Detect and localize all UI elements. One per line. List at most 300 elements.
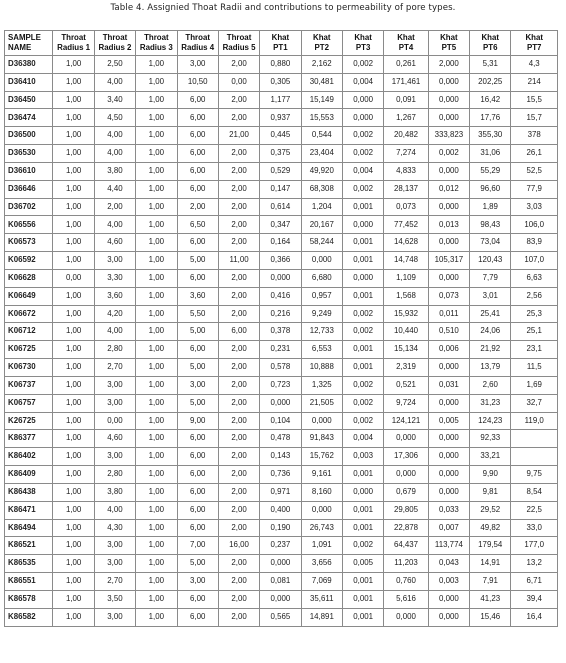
value-cell: 1,00 (136, 287, 177, 305)
value-cell: 15,149 (301, 91, 342, 109)
value-cell: 2,00 (218, 466, 259, 484)
value-cell: 2,319 (384, 359, 428, 377)
value-cell: 0,971 (260, 483, 301, 501)
value-cell: 0,478 (260, 430, 301, 448)
table-row (5, 234, 558, 252)
value-cell: 1,00 (53, 448, 94, 466)
value-cell: 2,00 (218, 483, 259, 501)
value-cell: 9,161 (301, 466, 342, 484)
value-cell: 0,011 (428, 305, 469, 323)
value-cell: 0,031 (428, 376, 469, 394)
value-cell: 11,203 (384, 555, 428, 573)
value-cell: 2,00 (94, 198, 135, 216)
value-cell: 16,42 (470, 91, 511, 109)
value-cell: 0,091 (384, 91, 428, 109)
value-cell: 0,081 (260, 573, 301, 591)
value-cell: 0,002 (428, 145, 469, 163)
value-cell: 29,805 (384, 501, 428, 519)
value-cell: 1,00 (136, 590, 177, 608)
value-cell: 0,000 (384, 430, 428, 448)
value-cell: 6,00 (177, 430, 218, 448)
value-cell: 1,00 (53, 198, 94, 216)
table-row (5, 180, 558, 198)
value-cell: 0,000 (428, 109, 469, 127)
value-cell: 29,52 (470, 501, 511, 519)
value-cell: 3,60 (177, 287, 218, 305)
value-cell: 15,553 (301, 109, 342, 127)
value-cell: 1,267 (384, 109, 428, 127)
value-cell: 124,121 (384, 412, 428, 430)
header-line: Throat (102, 33, 128, 42)
value-cell: 0,723 (260, 376, 301, 394)
value-cell: 0,000 (428, 448, 469, 466)
header-line: Throat (185, 33, 210, 42)
value-cell: 9,90 (470, 466, 511, 484)
value-cell (511, 430, 558, 448)
value-cell: 2,00 (218, 198, 259, 216)
table-row (5, 145, 558, 163)
sample-name-cell: K86535 (5, 555, 53, 573)
value-cell: 0,002 (342, 412, 383, 430)
value-cell: 11,00 (218, 252, 259, 270)
value-cell: 0,005 (342, 555, 383, 573)
value-cell: 1,00 (136, 269, 177, 287)
value-cell: 0,237 (260, 537, 301, 555)
value-cell: 0,679 (384, 483, 428, 501)
value-cell: 5,00 (177, 252, 218, 270)
value-cell: 1,00 (136, 305, 177, 323)
header-cell (428, 31, 469, 56)
value-cell: 0,000 (428, 162, 469, 180)
value-cell: 1,325 (301, 376, 342, 394)
value-cell: 77,9 (511, 180, 558, 198)
value-cell: 91,843 (301, 430, 342, 448)
value-cell: 41,23 (470, 590, 511, 608)
value-cell: 11,5 (511, 359, 558, 377)
value-cell: 23,1 (511, 341, 558, 359)
table-row (5, 216, 558, 234)
header-line: Throat (226, 33, 252, 42)
value-cell: 17,306 (384, 448, 428, 466)
value-cell: 0,00 (53, 269, 94, 287)
value-cell: 16,4 (511, 608, 558, 626)
value-cell: 20,167 (301, 216, 342, 234)
value-cell: 1,00 (53, 483, 94, 501)
value-cell: 2,00 (177, 198, 218, 216)
value-cell: 0,001 (342, 234, 383, 252)
table-row (5, 394, 558, 412)
value-cell: 1,00 (136, 252, 177, 270)
value-cell: 3,00 (94, 394, 135, 412)
value-cell: 0,000 (428, 483, 469, 501)
value-cell: 0,002 (342, 376, 383, 394)
value-cell: 0,000 (428, 73, 469, 91)
value-cell: 25,1 (511, 323, 558, 341)
sample-name-cell: K06573 (5, 234, 53, 252)
value-cell: 2,70 (94, 359, 135, 377)
value-cell: 0,043 (428, 555, 469, 573)
value-cell: 177,0 (511, 537, 558, 555)
value-cell: 2,00 (218, 234, 259, 252)
value-cell: 1,00 (136, 323, 177, 341)
sample-name-cell: K86377 (5, 430, 53, 448)
value-cell: 0,003 (342, 448, 383, 466)
value-cell: 3,80 (94, 162, 135, 180)
value-cell: 1,177 (260, 91, 301, 109)
value-cell: 10,50 (177, 73, 218, 91)
value-cell: 378 (511, 127, 558, 145)
value-cell: 14,91 (470, 555, 511, 573)
value-cell: 0,000 (260, 269, 301, 287)
sample-name-cell: K86409 (5, 466, 53, 484)
value-cell: 0,305 (260, 73, 301, 91)
table-row (5, 287, 558, 305)
value-cell: 3,03 (511, 198, 558, 216)
value-cell: 1,109 (384, 269, 428, 287)
value-cell: 58,244 (301, 234, 342, 252)
value-cell: 6,00 (177, 234, 218, 252)
value-cell: 3,00 (177, 56, 218, 74)
table-row (5, 91, 558, 109)
header-cell (511, 31, 558, 56)
table-row (5, 555, 558, 573)
value-cell: 0,073 (384, 198, 428, 216)
value-cell: 4,00 (94, 127, 135, 145)
value-cell: 39,4 (511, 590, 558, 608)
value-cell: 9,75 (511, 466, 558, 484)
sample-name-cell: K86521 (5, 537, 53, 555)
value-cell: 0,002 (342, 323, 383, 341)
value-cell: 2,00 (218, 145, 259, 163)
value-cell: 1,00 (136, 109, 177, 127)
sample-name-cell: K06672 (5, 305, 53, 323)
header-line: Khat (313, 33, 331, 42)
value-cell: 6,00 (177, 162, 218, 180)
value-cell: 1,00 (53, 145, 94, 163)
value-cell: 1,00 (136, 359, 177, 377)
table-row (5, 573, 558, 591)
value-cell: 1,00 (136, 483, 177, 501)
value-cell: 1,00 (53, 287, 94, 305)
value-cell: 23,404 (301, 145, 342, 163)
value-cell: 1,00 (136, 519, 177, 537)
value-cell: 9,81 (470, 483, 511, 501)
value-cell: 1,00 (53, 412, 94, 430)
header-cell (342, 31, 383, 56)
table-body (5, 56, 558, 627)
value-cell: 0,001 (342, 252, 383, 270)
value-cell: 4,00 (94, 145, 135, 163)
header-cell (218, 31, 259, 56)
value-cell: 1,00 (53, 537, 94, 555)
value-cell: 73,04 (470, 234, 511, 252)
value-cell: 2,00 (218, 287, 259, 305)
value-cell: 0,000 (342, 483, 383, 501)
value-cell: 4,3 (511, 56, 558, 74)
value-cell: 1,00 (53, 359, 94, 377)
value-cell: 0,002 (342, 180, 383, 198)
header-line: PT7 (526, 43, 542, 52)
value-cell: 2,56 (511, 287, 558, 305)
header-cell (384, 31, 428, 56)
value-cell: 1,204 (301, 198, 342, 216)
table-caption: Table 4. Assignied Thoat Radii and contributions to permeability of pore types. (110, 3, 456, 13)
value-cell: 30,481 (301, 73, 342, 91)
value-cell: 0,00 (218, 73, 259, 91)
value-cell: 1,568 (384, 287, 428, 305)
sample-name-cell: D36646 (5, 180, 53, 198)
value-cell: 2,00 (218, 608, 259, 626)
header-cell (136, 31, 177, 56)
table-row (5, 252, 558, 270)
value-cell: 31,23 (470, 394, 511, 412)
header-line: Radius 2 (98, 43, 132, 52)
table-row (5, 198, 558, 216)
value-cell: 5,616 (384, 590, 428, 608)
value-cell: 17,76 (470, 109, 511, 127)
header-cell (470, 31, 511, 56)
value-cell: 0,190 (260, 519, 301, 537)
value-cell: 1,00 (136, 376, 177, 394)
value-cell: 1,00 (53, 430, 94, 448)
value-cell: 0,001 (342, 501, 383, 519)
table-row (5, 519, 558, 537)
value-cell: 49,920 (301, 162, 342, 180)
value-cell: 0,529 (260, 162, 301, 180)
value-cell: 3,01 (470, 287, 511, 305)
value-cell: 15,134 (384, 341, 428, 359)
value-cell: 0,004 (342, 162, 383, 180)
sample-name-cell: K26725 (5, 412, 53, 430)
value-cell: 0,002 (342, 394, 383, 412)
value-cell: 3,00 (94, 448, 135, 466)
table-row (5, 162, 558, 180)
value-cell: 355,30 (470, 127, 511, 145)
value-cell: 0,378 (260, 323, 301, 341)
value-cell: 25,41 (470, 305, 511, 323)
table-row (5, 359, 558, 377)
value-cell: 1,00 (136, 430, 177, 448)
value-cell: 4,833 (384, 162, 428, 180)
value-cell: 2,70 (94, 573, 135, 591)
table-row (5, 412, 558, 430)
value-cell: 7,069 (301, 573, 342, 591)
value-cell: 0,004 (342, 430, 383, 448)
value-cell: 9,724 (384, 394, 428, 412)
value-cell: 6,00 (177, 483, 218, 501)
value-cell: 0,000 (384, 608, 428, 626)
sample-name-cell: K06556 (5, 216, 53, 234)
value-cell: 12,733 (301, 323, 342, 341)
value-cell: 14,748 (384, 252, 428, 270)
value-cell: 3,656 (301, 555, 342, 573)
value-cell: 0,000 (342, 216, 383, 234)
value-cell: 1,00 (136, 501, 177, 519)
value-cell: 5,00 (177, 394, 218, 412)
value-cell: 2,162 (301, 56, 342, 74)
value-cell: 2,00 (218, 555, 259, 573)
value-cell: 0,104 (260, 412, 301, 430)
value-cell: 1,00 (53, 305, 94, 323)
value-cell: 9,00 (177, 412, 218, 430)
value-cell: 0,366 (260, 252, 301, 270)
value-cell: 0,000 (428, 466, 469, 484)
value-cell: 3,00 (94, 376, 135, 394)
table-row (5, 73, 558, 91)
value-cell: 106,0 (511, 216, 558, 234)
sample-name-cell: K86494 (5, 519, 53, 537)
value-cell: 6,553 (301, 341, 342, 359)
value-cell: 31,06 (470, 145, 511, 163)
value-cell: 0,001 (342, 590, 383, 608)
value-cell: 2,00 (218, 573, 259, 591)
value-cell: 8,54 (511, 483, 558, 501)
value-cell: 4,50 (94, 109, 135, 127)
value-cell: 3,00 (177, 376, 218, 394)
value-cell: 9,249 (301, 305, 342, 323)
value-cell: 107,0 (511, 252, 558, 270)
value-cell: 6,00 (177, 145, 218, 163)
value-cell: 6,00 (177, 519, 218, 537)
value-cell: 2,00 (218, 109, 259, 127)
value-cell: 6,00 (177, 109, 218, 127)
value-cell: 4,60 (94, 234, 135, 252)
value-cell: 124,23 (470, 412, 511, 430)
value-cell: 21,92 (470, 341, 511, 359)
table-row (5, 109, 558, 127)
value-cell: 2,00 (218, 56, 259, 74)
value-cell: 7,274 (384, 145, 428, 163)
header-line: Throat (61, 33, 86, 42)
table-row (5, 483, 558, 501)
sample-name-cell: D36380 (5, 56, 53, 74)
value-cell: 68,308 (301, 180, 342, 198)
value-cell: 1,00 (53, 376, 94, 394)
table-row (5, 127, 558, 145)
table-row (5, 501, 558, 519)
sample-name-cell: K06725 (5, 341, 53, 359)
sample-name-cell: K86402 (5, 448, 53, 466)
value-cell: 13,79 (470, 359, 511, 377)
value-cell: 28,137 (384, 180, 428, 198)
value-cell: 2,60 (470, 376, 511, 394)
value-cell: 0,000 (428, 590, 469, 608)
value-cell: 1,00 (136, 448, 177, 466)
header-line: PT3 (355, 43, 371, 52)
value-cell: 1,00 (136, 537, 177, 555)
value-cell: 4,60 (94, 430, 135, 448)
value-cell: 6,00 (177, 501, 218, 519)
value-cell: 7,91 (470, 573, 511, 591)
sample-name-cell: K86582 (5, 608, 53, 626)
value-cell: 6,00 (177, 466, 218, 484)
value-cell: 7,79 (470, 269, 511, 287)
value-cell: 26,743 (301, 519, 342, 537)
value-cell: 1,00 (136, 56, 177, 74)
value-cell: 1,00 (53, 162, 94, 180)
table-row (5, 269, 558, 287)
header-line: Radius 4 (181, 43, 215, 52)
table-row (5, 537, 558, 555)
sample-name-cell: K06592 (5, 252, 53, 270)
header-line: Khat (525, 33, 543, 42)
value-cell: 1,00 (53, 341, 94, 359)
value-cell: 16,00 (218, 537, 259, 555)
value-cell: 6,00 (177, 91, 218, 109)
table-row (5, 341, 558, 359)
value-cell: 0,001 (342, 287, 383, 305)
sample-name-cell: K06730 (5, 359, 53, 377)
sample-name-cell: K06628 (5, 269, 53, 287)
value-cell: 0,216 (260, 305, 301, 323)
value-cell: 1,00 (53, 501, 94, 519)
value-cell: 0,002 (342, 56, 383, 74)
value-cell: 6,00 (177, 180, 218, 198)
value-cell: 1,00 (136, 198, 177, 216)
value-cell: 6,63 (511, 269, 558, 287)
value-cell: 0,565 (260, 608, 301, 626)
value-cell: 333,823 (428, 127, 469, 145)
value-cell: 0,510 (428, 323, 469, 341)
value-cell: 15,932 (384, 305, 428, 323)
value-cell: 1,00 (53, 608, 94, 626)
value-cell: 1,00 (136, 555, 177, 573)
value-cell: 3,00 (177, 573, 218, 591)
value-cell: 1,00 (53, 127, 94, 145)
value-cell: 0,937 (260, 109, 301, 127)
value-cell: 15,46 (470, 608, 511, 626)
value-cell: 1,00 (53, 91, 94, 109)
value-cell: 120,43 (470, 252, 511, 270)
sample-name-cell: D36610 (5, 162, 53, 180)
value-cell: 0,880 (260, 56, 301, 74)
value-cell: 0,000 (428, 359, 469, 377)
value-cell: 1,00 (136, 234, 177, 252)
value-cell: 2,00 (218, 91, 259, 109)
value-cell: 1,00 (53, 555, 94, 573)
header-cell (301, 31, 342, 56)
value-cell: 5,50 (177, 305, 218, 323)
sample-name-cell: K06737 (5, 376, 53, 394)
value-cell: 0,231 (260, 341, 301, 359)
value-cell: 0,614 (260, 198, 301, 216)
value-cell: 2,00 (218, 162, 259, 180)
sample-name-cell: D36450 (5, 91, 53, 109)
value-cell: 0,164 (260, 234, 301, 252)
table-row (5, 608, 558, 626)
value-cell: 0,001 (342, 359, 383, 377)
value-cell: 0,001 (342, 608, 383, 626)
value-cell: 1,00 (53, 466, 94, 484)
value-cell: 10,888 (301, 359, 342, 377)
value-cell: 0,000 (428, 198, 469, 216)
value-cell: 33,0 (511, 519, 558, 537)
value-cell: 1,00 (53, 519, 94, 537)
value-cell: 0,012 (428, 180, 469, 198)
value-cell: 6,00 (177, 590, 218, 608)
value-cell: 0,400 (260, 501, 301, 519)
value-cell: 2,00 (218, 269, 259, 287)
value-cell: 0,521 (384, 376, 428, 394)
value-cell: 2,00 (218, 501, 259, 519)
sample-name-cell: D36702 (5, 198, 53, 216)
value-cell: 52,5 (511, 162, 558, 180)
value-cell: 3,50 (94, 590, 135, 608)
value-cell: 35,611 (301, 590, 342, 608)
value-cell: 0,002 (342, 537, 383, 555)
value-cell: 1,091 (301, 537, 342, 555)
sample-name-cell: K06712 (5, 323, 53, 341)
